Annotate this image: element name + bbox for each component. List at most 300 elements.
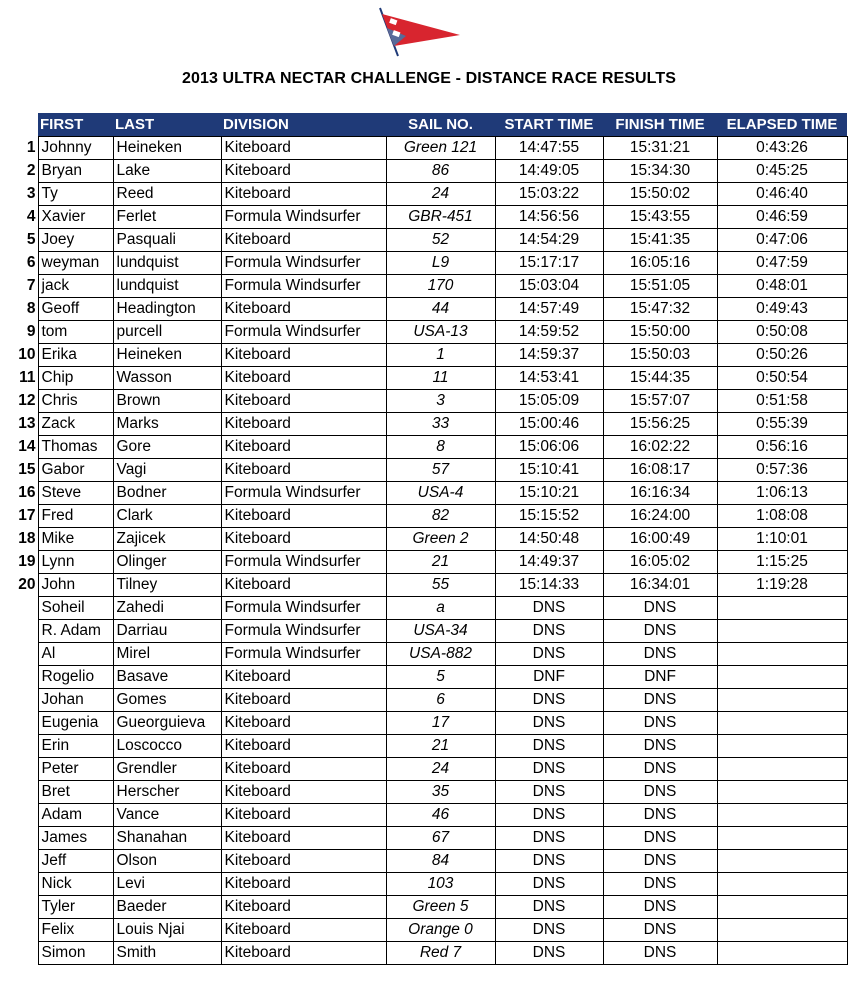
first-name-cell: Mike [38, 528, 113, 551]
start-time-cell: DNS [495, 689, 603, 712]
place-number [8, 827, 38, 850]
last-name-cell: Lake [113, 160, 221, 183]
finish-time-cell: 16:24:00 [603, 505, 717, 528]
sail-number-cell: GBR-451 [386, 206, 495, 229]
sail-number-cell: 21 [386, 735, 495, 758]
table-row [8, 528, 847, 551]
place-number [8, 781, 38, 804]
last-name-cell: Heineken [113, 137, 221, 160]
place-number [8, 850, 38, 873]
sail-number-cell: 170 [386, 275, 495, 298]
elapsed-time-cell: 0:47:06 [717, 229, 847, 252]
first-name-cell: Chip [38, 367, 113, 390]
last-name-cell: Marks [113, 413, 221, 436]
first-name-cell: Erika [38, 344, 113, 367]
place-number: 3 [26, 185, 36, 202]
table-row [8, 551, 847, 574]
place-number [8, 804, 38, 827]
place-number: 15 [18, 461, 36, 478]
table-row [8, 873, 847, 896]
sail-number-cell: Green 2 [386, 528, 495, 551]
division-cell: Kiteboard [221, 160, 386, 183]
finish-time-cell: 16:08:17 [603, 459, 717, 482]
elapsed-time-cell: 0:47:59 [717, 252, 847, 275]
division-cell: Formula Windsurfer [221, 620, 386, 643]
finish-time-cell: DNS [603, 850, 717, 873]
finish-time-cell: DNS [603, 689, 717, 712]
column-header-start-time: START TIME [495, 113, 603, 137]
start-time-cell: 14:59:37 [495, 344, 603, 367]
last-name-cell: Headington [113, 298, 221, 321]
start-time-cell: DNS [495, 735, 603, 758]
division-cell: Kiteboard [221, 298, 386, 321]
table-row [8, 160, 847, 183]
elapsed-time-cell: 0:48:01 [717, 275, 847, 298]
finish-time-cell: DNS [603, 873, 717, 896]
first-name-cell: Joey [38, 229, 113, 252]
finish-time-cell: 15:56:25 [603, 413, 717, 436]
elapsed-time-cell [717, 643, 847, 666]
place-number [8, 597, 38, 620]
division-cell: Kiteboard [221, 827, 386, 850]
first-name-cell: Erin [38, 735, 113, 758]
last-name-cell: Grendler [113, 758, 221, 781]
sail-number-cell: Orange 0 [386, 919, 495, 942]
sail-number-cell: a [386, 597, 495, 620]
start-time-cell: 15:14:33 [495, 574, 603, 597]
last-name-cell: lundquist [113, 275, 221, 298]
finish-time-cell: 16:16:34 [603, 482, 717, 505]
last-name-cell: lundquist [113, 252, 221, 275]
table-row [8, 919, 847, 942]
place-number [8, 758, 38, 781]
place-number: 9 [26, 323, 36, 340]
first-name-cell: Chris [38, 390, 113, 413]
last-name-cell: Wasson [113, 367, 221, 390]
finish-time-cell: DNS [603, 735, 717, 758]
last-name-cell: Baeder [113, 896, 221, 919]
first-name-cell: Lynn [38, 551, 113, 574]
results-body [8, 137, 847, 965]
table-row [8, 436, 847, 459]
first-name-cell: Peter [38, 758, 113, 781]
start-time-cell: 15:15:52 [495, 505, 603, 528]
place-number: 18 [18, 530, 36, 547]
sail-number-cell: 6 [386, 689, 495, 712]
place-number [8, 643, 38, 666]
division-cell: Kiteboard [221, 850, 386, 873]
first-name-cell: John [38, 574, 113, 597]
start-time-cell: 14:47:55 [495, 137, 603, 160]
finish-time-cell: DNS [603, 712, 717, 735]
table-row [8, 344, 847, 367]
division-cell: Formula Windsurfer [221, 321, 386, 344]
elapsed-time-cell [717, 758, 847, 781]
sail-number-cell: 33 [386, 413, 495, 436]
start-time-cell: DNS [495, 827, 603, 850]
start-time-cell: DNS [495, 873, 603, 896]
last-name-cell: Smith [113, 942, 221, 965]
sail-number-cell: Green 5 [386, 896, 495, 919]
elapsed-time-cell: 0:43:26 [717, 137, 847, 160]
last-name-cell: Mirel [113, 643, 221, 666]
division-cell: Kiteboard [221, 942, 386, 965]
sail-number-cell: Red 7 [386, 942, 495, 965]
sail-number-cell: 17 [386, 712, 495, 735]
rank-header [8, 113, 38, 137]
elapsed-time-cell: 1:15:25 [717, 551, 847, 574]
elapsed-time-cell [717, 827, 847, 850]
table-row [8, 275, 847, 298]
first-name-cell: Al [38, 643, 113, 666]
division-cell: Kiteboard [221, 896, 386, 919]
first-name-cell: James [38, 827, 113, 850]
elapsed-time-cell [717, 781, 847, 804]
column-header-sail-no: SAIL NO. [386, 113, 495, 137]
first-name-cell: Fred [38, 505, 113, 528]
sail-number-cell: 84 [386, 850, 495, 873]
start-time-cell: DNS [495, 712, 603, 735]
elapsed-time-cell [717, 735, 847, 758]
last-name-cell: Gomes [113, 689, 221, 712]
division-cell: Kiteboard [221, 505, 386, 528]
first-name-cell: weyman [38, 252, 113, 275]
table-row [8, 482, 847, 505]
division-cell: Kiteboard [221, 758, 386, 781]
table-row [8, 459, 847, 482]
place-number [8, 666, 38, 689]
sail-number-cell: Green 121 [386, 137, 495, 160]
division-cell: Kiteboard [221, 781, 386, 804]
first-name-cell: Xavier [38, 206, 113, 229]
finish-time-cell: DNS [603, 804, 717, 827]
first-name-cell: Simon [38, 942, 113, 965]
sail-number-cell: 57 [386, 459, 495, 482]
start-time-cell: 14:57:49 [495, 298, 603, 321]
first-name-cell: Nick [38, 873, 113, 896]
table-row [8, 505, 847, 528]
table-row [8, 643, 847, 666]
sail-number-cell: USA-34 [386, 620, 495, 643]
sail-number-cell: 44 [386, 298, 495, 321]
place-number: 20 [18, 576, 36, 593]
finish-time-cell: DNS [603, 919, 717, 942]
last-name-cell: Tilney [113, 574, 221, 597]
last-name-cell: Loscocco [113, 735, 221, 758]
start-time-cell: 15:06:06 [495, 436, 603, 459]
division-cell: Formula Windsurfer [221, 597, 386, 620]
last-name-cell: Olson [113, 850, 221, 873]
division-cell: Kiteboard [221, 183, 386, 206]
last-name-cell: Brown [113, 390, 221, 413]
first-name-cell: Geoff [38, 298, 113, 321]
last-name-cell: Heineken [113, 344, 221, 367]
sail-number-cell: 5 [386, 666, 495, 689]
finish-time-cell: 16:05:16 [603, 252, 717, 275]
header-row [8, 113, 847, 137]
column-header-finish-time: FINISH TIME [603, 113, 717, 137]
first-name-cell: Gabor [38, 459, 113, 482]
elapsed-time-cell [717, 873, 847, 896]
start-time-cell: DNS [495, 919, 603, 942]
elapsed-time-cell: 0:51:58 [717, 390, 847, 413]
last-name-cell: Gueorguieva [113, 712, 221, 735]
division-cell: Formula Windsurfer [221, 206, 386, 229]
place-number: 8 [26, 300, 36, 317]
page-title: 2013 ULTRA NECTAR CHALLENGE - DISTANCE RACE RESULTS [181, 70, 676, 87]
start-time-cell: 15:10:21 [495, 482, 603, 505]
place-number [8, 942, 38, 965]
start-time-cell: 15:10:41 [495, 459, 603, 482]
table-row [8, 689, 847, 712]
finish-time-cell: DNS [603, 896, 717, 919]
division-cell: Kiteboard [221, 390, 386, 413]
last-name-cell: Pasquali [113, 229, 221, 252]
start-time-cell: DNS [495, 804, 603, 827]
start-time-cell: 14:50:48 [495, 528, 603, 551]
table-row [8, 390, 847, 413]
division-cell: Kiteboard [221, 436, 386, 459]
table-row [8, 896, 847, 919]
start-time-cell: DNS [495, 597, 603, 620]
start-time-cell: 14:49:05 [495, 160, 603, 183]
start-time-cell: 15:03:04 [495, 275, 603, 298]
division-cell: Kiteboard [221, 735, 386, 758]
last-name-cell: Vagi [113, 459, 221, 482]
first-name-cell: Thomas [38, 436, 113, 459]
division-cell: Kiteboard [221, 919, 386, 942]
start-time-cell: 14:54:29 [495, 229, 603, 252]
sail-number-cell: 52 [386, 229, 495, 252]
sail-number-cell: 46 [386, 804, 495, 827]
table-row [8, 597, 847, 620]
place-number: 5 [26, 231, 36, 248]
sail-number-cell: 82 [386, 505, 495, 528]
elapsed-time-cell [717, 620, 847, 643]
elapsed-time-cell [717, 850, 847, 873]
place-number [8, 712, 38, 735]
sail-number-cell: 86 [386, 160, 495, 183]
elapsed-time-cell [717, 804, 847, 827]
elapsed-time-cell [717, 712, 847, 735]
finish-time-cell: 15:50:00 [603, 321, 717, 344]
division-cell: Formula Windsurfer [221, 482, 386, 505]
division-cell: Formula Windsurfer [221, 551, 386, 574]
table-row [8, 183, 847, 206]
finish-time-cell: 16:34:01 [603, 574, 717, 597]
finish-time-cell: DNS [603, 758, 717, 781]
table-row [8, 804, 847, 827]
finish-time-cell: 16:02:22 [603, 436, 717, 459]
first-name-cell: jack [38, 275, 113, 298]
division-cell: Kiteboard [221, 229, 386, 252]
start-time-cell: DNS [495, 643, 603, 666]
finish-time-cell: DNS [603, 827, 717, 850]
start-time-cell: DNS [495, 620, 603, 643]
elapsed-time-cell: 0:49:43 [717, 298, 847, 321]
elapsed-time-cell: 0:46:59 [717, 206, 847, 229]
start-time-cell: DNS [495, 781, 603, 804]
place-number: 10 [18, 346, 36, 363]
finish-time-cell: 15:51:05 [603, 275, 717, 298]
division-cell: Formula Windsurfer [221, 275, 386, 298]
place-number: 14 [18, 438, 36, 455]
last-name-cell: Reed [113, 183, 221, 206]
sail-number-cell: L9 [386, 252, 495, 275]
first-name-cell: Johan [38, 689, 113, 712]
table-row [8, 229, 847, 252]
start-time-cell: DNS [495, 896, 603, 919]
table-row [8, 206, 847, 229]
elapsed-time-cell [717, 597, 847, 620]
sail-number-cell: 8 [386, 436, 495, 459]
last-name-cell: Ferlet [113, 206, 221, 229]
table-row [8, 413, 847, 436]
first-name-cell: Rogelio [38, 666, 113, 689]
start-time-cell: DNS [495, 850, 603, 873]
finish-time-cell: 15:57:07 [603, 390, 717, 413]
division-cell: Kiteboard [221, 689, 386, 712]
first-name-cell: Ty [38, 183, 113, 206]
last-name-cell: purcell [113, 321, 221, 344]
last-name-cell: Darriau [113, 620, 221, 643]
place-number [8, 735, 38, 758]
results-table [8, 113, 848, 965]
place-number [8, 689, 38, 712]
finish-time-cell: DNF [603, 666, 717, 689]
elapsed-time-cell: 0:46:40 [717, 183, 847, 206]
sail-number-cell: 1 [386, 344, 495, 367]
last-name-cell: Basave [113, 666, 221, 689]
elapsed-time-cell: 0:45:25 [717, 160, 847, 183]
first-name-cell: Eugenia [38, 712, 113, 735]
start-time-cell: 15:03:22 [495, 183, 603, 206]
column-header-division: DIVISION [221, 113, 386, 137]
first-name-cell: Adam [38, 804, 113, 827]
place-number: 6 [26, 254, 36, 271]
first-name-cell: Jeff [38, 850, 113, 873]
finish-time-cell: 16:05:02 [603, 551, 717, 574]
first-name-cell: Steve [38, 482, 113, 505]
division-cell: Kiteboard [221, 712, 386, 735]
place-number: 11 [19, 369, 36, 386]
division-cell: Kiteboard [221, 137, 386, 160]
finish-time-cell: 16:00:49 [603, 528, 717, 551]
start-time-cell: DNF [495, 666, 603, 689]
sail-number-cell: 21 [386, 551, 495, 574]
column-header-first: FIRST [38, 113, 113, 137]
place-number [8, 873, 38, 896]
division-cell: Kiteboard [221, 344, 386, 367]
start-time-cell: DNS [495, 758, 603, 781]
sail-number-cell: USA-13 [386, 321, 495, 344]
table-row [8, 574, 847, 597]
last-name-cell: Levi [113, 873, 221, 896]
place-number: 12 [18, 392, 36, 409]
elapsed-time-cell: 1:19:28 [717, 574, 847, 597]
finish-time-cell: 15:50:03 [603, 344, 717, 367]
place-number [8, 896, 38, 919]
last-name-cell: Zajicek [113, 528, 221, 551]
table-row [8, 735, 847, 758]
table-row [8, 850, 847, 873]
last-name-cell: Zahedi [113, 597, 221, 620]
first-name-cell: Bryan [38, 160, 113, 183]
place-number: 13 [18, 415, 36, 432]
table-row [8, 758, 847, 781]
elapsed-time-cell: 1:06:13 [717, 482, 847, 505]
table-row [8, 137, 847, 160]
finish-time-cell: DNS [603, 620, 717, 643]
division-cell: Kiteboard [221, 666, 386, 689]
elapsed-time-cell: 0:50:08 [717, 321, 847, 344]
elapsed-time-cell [717, 666, 847, 689]
start-time-cell: DNS [495, 942, 603, 965]
finish-time-cell: 15:50:02 [603, 183, 717, 206]
elapsed-time-cell: 0:55:39 [717, 413, 847, 436]
start-time-cell: 15:17:17 [495, 252, 603, 275]
finish-time-cell: 15:34:30 [603, 160, 717, 183]
table-row [8, 367, 847, 390]
last-name-cell: Louis Njai [113, 919, 221, 942]
sail-number-cell: 55 [386, 574, 495, 597]
finish-time-cell: 15:43:55 [603, 206, 717, 229]
finish-time-cell: 15:44:35 [603, 367, 717, 390]
column-header-elapsed-time: ELAPSED TIME [717, 113, 847, 137]
table-row [8, 712, 847, 735]
place-number: 16 [18, 484, 36, 501]
elapsed-time-cell: 1:10:01 [717, 528, 847, 551]
place-number: 4 [26, 208, 36, 225]
division-cell: Formula Windsurfer [221, 252, 386, 275]
sail-number-cell: 3 [386, 390, 495, 413]
division-cell: Kiteboard [221, 459, 386, 482]
division-cell: Kiteboard [221, 528, 386, 551]
place-number: 1 [26, 139, 36, 156]
table-row [8, 827, 847, 850]
sail-number-cell: 103 [386, 873, 495, 896]
elapsed-time-cell: 0:50:54 [717, 367, 847, 390]
division-cell: Kiteboard [221, 367, 386, 390]
division-cell: Formula Windsurfer [221, 643, 386, 666]
place-number: 2 [26, 162, 36, 179]
sail-number-cell: 67 [386, 827, 495, 850]
first-name-cell: Felix [38, 919, 113, 942]
elapsed-time-cell [717, 896, 847, 919]
start-time-cell: 14:59:52 [495, 321, 603, 344]
last-name-cell: Bodner [113, 482, 221, 505]
place-number [8, 620, 38, 643]
elapsed-time-cell: 0:56:16 [717, 436, 847, 459]
last-name-cell: Clark [113, 505, 221, 528]
sail-number-cell: 24 [386, 758, 495, 781]
sail-number-cell: 24 [386, 183, 495, 206]
start-time-cell: 15:00:46 [495, 413, 603, 436]
sail-number-cell: USA-882 [386, 643, 495, 666]
start-time-cell: 14:56:56 [495, 206, 603, 229]
table-row [8, 252, 847, 275]
division-cell: Kiteboard [221, 873, 386, 896]
first-name-cell: Tyler [38, 896, 113, 919]
last-name-cell: Vance [113, 804, 221, 827]
first-name-cell: tom [38, 321, 113, 344]
elapsed-time-cell: 0:57:36 [717, 459, 847, 482]
first-name-cell: Zack [38, 413, 113, 436]
burgee-flag-icon [376, 6, 466, 58]
sail-number-cell: 35 [386, 781, 495, 804]
first-name-cell: Bret [38, 781, 113, 804]
elapsed-time-cell: 0:50:26 [717, 344, 847, 367]
